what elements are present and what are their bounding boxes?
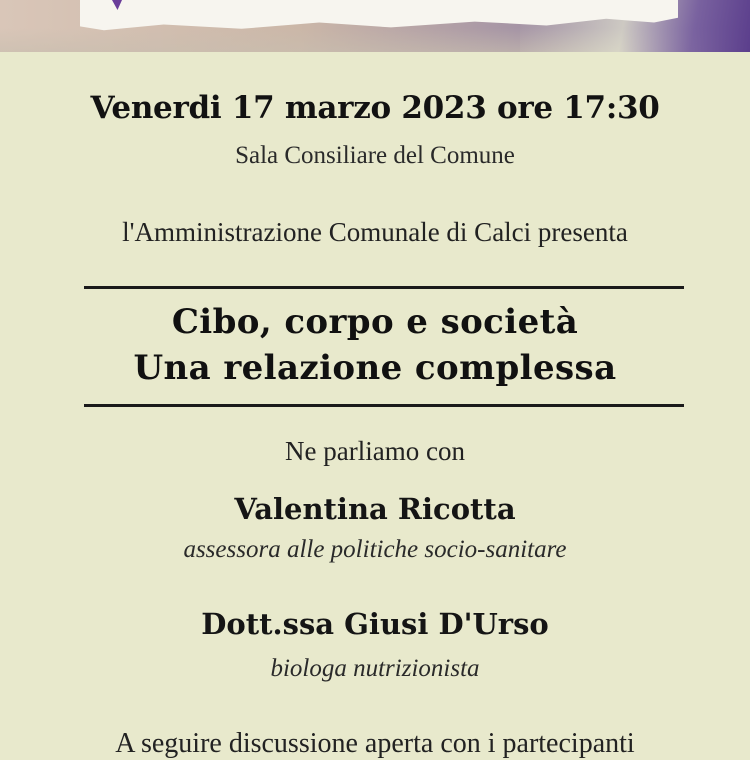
speaker-1-name: Valentina Ricotta	[234, 492, 516, 526]
event-title-line-1: Cibo, corpo e società	[171, 302, 579, 342]
speaker-2-role: biologa nutrizionista	[270, 655, 480, 682]
event-title-line-2: Una relazione complessa	[133, 348, 617, 388]
header-photo-banner	[0, 0, 750, 52]
title-divider-top	[84, 286, 684, 289]
speaker-1-role: assessora alle politiche socio-sanitare	[183, 536, 567, 563]
event-date-time: Venerdi 17 marzo 2023 ore 17:30	[90, 90, 660, 126]
speaker-2-name: Dott.ssa Giusi D'Urso	[201, 607, 549, 641]
speakers-intro: Ne parliamo con	[285, 436, 465, 466]
event-venue: Sala Consiliare del Comune	[235, 142, 515, 169]
event-presenter: l'Amministrazione Comunale di Calci presenta	[122, 217, 628, 247]
title-divider-bottom	[84, 404, 684, 407]
followup-discussion: A seguire discussione aperta con i partecipanti	[115, 728, 635, 759]
